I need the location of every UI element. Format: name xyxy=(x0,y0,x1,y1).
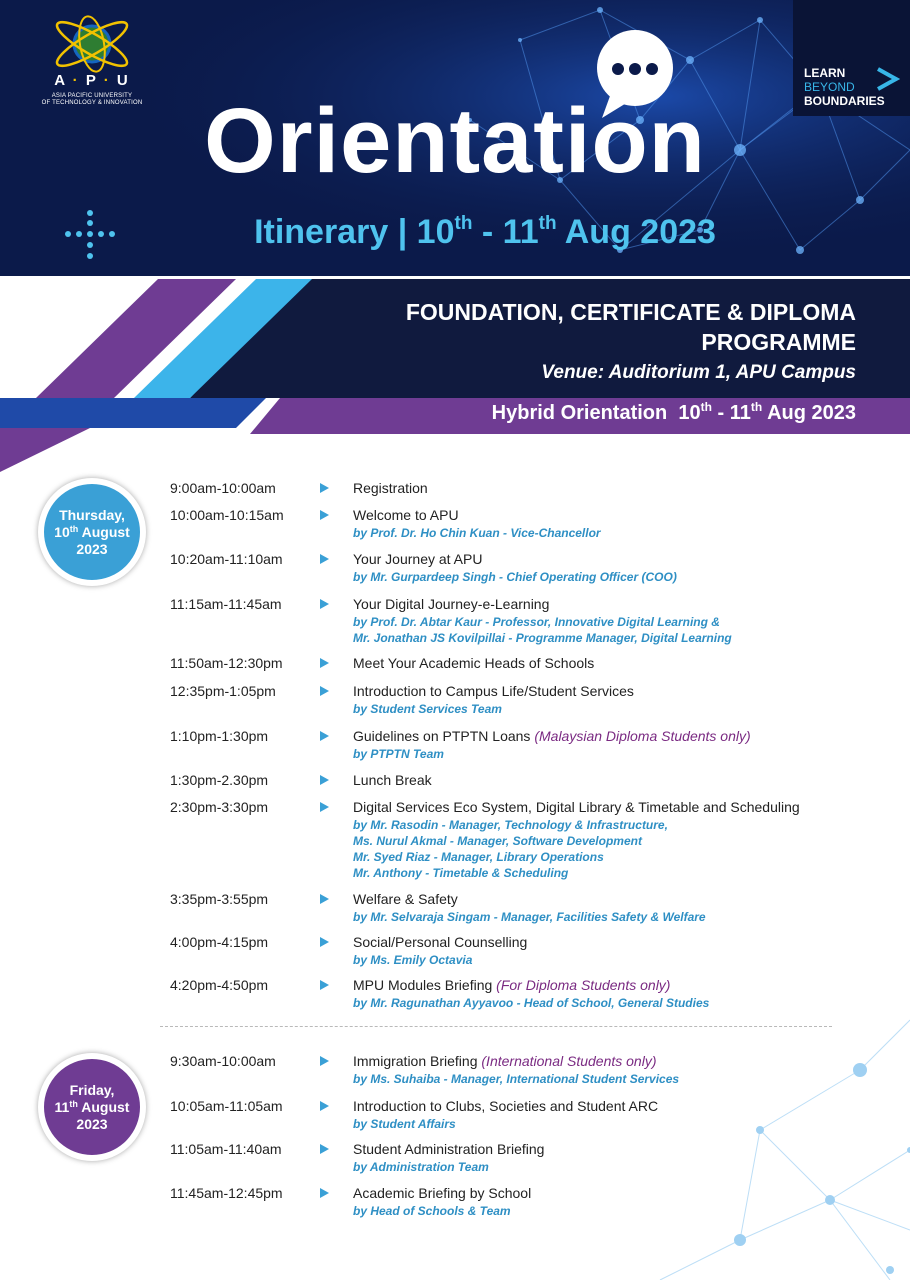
session-title-text: Immigration Briefing xyxy=(353,1053,478,1069)
session-title xyxy=(353,1098,903,1114)
session-time: 4:20pm-4:50pm xyxy=(170,977,269,993)
session-presenter xyxy=(353,909,903,925)
session-title xyxy=(353,655,903,671)
session-presenter xyxy=(353,614,903,646)
presenter-line: by Mr. Selvaraja Singam - Manager, Facilities Safety & Welfare xyxy=(353,910,706,924)
session-presenter xyxy=(353,995,903,1011)
session-presenter xyxy=(353,1159,903,1175)
play-arrow-icon xyxy=(320,980,329,990)
session-title xyxy=(353,507,903,523)
session-title-text: Introduction to Campus Life/Student Services xyxy=(353,683,634,699)
session-presenter xyxy=(353,525,903,541)
play-arrow-icon xyxy=(320,894,329,904)
play-arrow-icon xyxy=(320,686,329,696)
session-time: 10:00am-10:15am xyxy=(170,507,284,523)
play-arrow-icon xyxy=(320,1101,329,1111)
presenter-line: by Head of Schools & Team xyxy=(353,1204,511,1218)
play-arrow-icon xyxy=(320,775,329,785)
presenter-line: by Prof. Dr. Ho Chin Kuan - Vice-Chancellor xyxy=(353,526,601,540)
presenter-line: by Administration Team xyxy=(353,1160,489,1174)
session-title xyxy=(353,799,903,815)
session-title-text: Your Digital Journey-e-Learning xyxy=(353,596,550,612)
play-arrow-icon xyxy=(320,599,329,609)
play-arrow-icon xyxy=(320,937,329,947)
play-arrow-icon xyxy=(320,1056,329,1066)
play-arrow-icon xyxy=(320,802,329,812)
session-title-text: MPU Modules Briefing xyxy=(353,977,493,993)
play-arrow-icon xyxy=(320,1188,329,1198)
venue-text: Venue: Auditorium 1, APU Campus xyxy=(541,362,856,383)
session-note: (International Students only) xyxy=(481,1053,657,1069)
session-title xyxy=(353,551,903,567)
presenter-line: by Mr. Ragunathan Ayyavoo - Head of School, General Studies xyxy=(353,996,710,1010)
hybrid-orientation-label: Hybrid Orientation 10th - 11th Aug 2023 xyxy=(491,400,856,424)
presenter-line: Ms. Nurul Akmal - Manager, Software Development xyxy=(353,834,642,848)
play-arrow-icon xyxy=(320,554,329,564)
presenter-line: Mr. Anthony - Timetable & Scheduling xyxy=(353,866,569,880)
session-time: 3:35pm-3:55pm xyxy=(170,891,269,907)
session-title-text: Student Administration Briefing xyxy=(353,1141,545,1157)
session-title xyxy=(353,1053,903,1069)
session-time: 4:00pm-4:15pm xyxy=(170,934,269,950)
logo-university-name: ASIA PACIFIC UNIVERSITY OF TECHNOLOGY & INNOVATION xyxy=(41,93,143,106)
session-time: 12:35pm-1:05pm xyxy=(170,683,276,699)
session-presenter xyxy=(353,701,903,717)
session-title xyxy=(353,480,903,496)
session-title-text: Your Journey at APU xyxy=(353,551,483,567)
session-title-text: Introduction to Clubs, Societies and Student ARC xyxy=(353,1098,659,1114)
presenter-line: by Mr. Rasodin - Manager, Technology & Infrastructure, xyxy=(353,818,668,832)
session-presenter xyxy=(353,746,903,762)
presenter-line: Mr. Jonathan JS Kovilpillai - Programme Manager, Digital Learning xyxy=(353,631,732,645)
session-title-text: Welcome to APU xyxy=(353,507,459,523)
session-presenter xyxy=(353,1116,903,1132)
session-title-text: Welfare & Safety xyxy=(353,891,458,907)
day-badge-thursday: Thursday, 10th August 2023 xyxy=(38,478,146,586)
session-title-text: Social/Personal Counselling xyxy=(353,934,528,950)
session-presenter xyxy=(353,817,903,881)
session-title xyxy=(353,683,903,699)
session-title-text: Guidelines on PTPTN Loans xyxy=(353,728,531,744)
play-arrow-icon xyxy=(320,1144,329,1154)
presenter-line: by Student Services Team xyxy=(353,702,502,716)
presenter-line: by PTPTN Team xyxy=(353,747,444,761)
session-title xyxy=(353,1185,903,1201)
session-title-text: Lunch Break xyxy=(353,772,432,788)
session-title xyxy=(353,934,903,950)
session-time: 1:10pm-1:30pm xyxy=(170,728,269,744)
tagline: LEARN BEYOND BOUNDARIES xyxy=(804,66,885,108)
programme-title: FOUNDATION, CERTIFICATE & DIPLOMA PROGRAMME xyxy=(405,299,856,355)
presenter-line: by Ms. Suhaiba - Manager, International Student Services xyxy=(353,1072,680,1086)
session-time: 10:05am-11:05am xyxy=(170,1098,283,1114)
session-time: 10:20am-11:10am xyxy=(170,551,283,567)
session-time: 11:05am-11:40am xyxy=(170,1141,282,1157)
play-arrow-icon xyxy=(320,510,329,520)
play-arrow-icon xyxy=(320,658,329,668)
session-title-text: Academic Briefing by School xyxy=(353,1185,532,1201)
presenter-line: by Mr. Gurpardeep Singh - Chief Operating Officer (COO) xyxy=(353,570,677,584)
play-arrow-icon xyxy=(320,731,329,741)
session-presenter xyxy=(353,1203,903,1219)
session-time: 11:15am-11:45am xyxy=(170,596,282,612)
session-time: 11:45am-12:45pm xyxy=(170,1185,283,1201)
session-title-text: Registration xyxy=(353,480,428,496)
session-title-text: Digital Services Eco System, Digital Library & Timetable and Scheduling xyxy=(353,799,800,815)
session-title xyxy=(353,772,903,788)
page-title: Orientation xyxy=(204,90,706,192)
presenter-line: by Prof. Dr. Abtar Kaur - Professor, Innovative Digital Learning & xyxy=(353,615,720,629)
session-title xyxy=(353,728,903,744)
day-divider xyxy=(160,1026,832,1027)
presenter-line: by Ms. Emily Octavia xyxy=(353,953,473,967)
session-presenter xyxy=(353,952,903,968)
session-note: (For Diploma Students only) xyxy=(496,977,671,993)
presenter-line: Mr. Syed Riaz - Manager, Library Operations xyxy=(353,850,604,864)
session-time: 2:30pm-3:30pm xyxy=(170,799,269,815)
session-title xyxy=(353,596,903,612)
session-time: 9:00am-10:00am xyxy=(170,480,276,496)
session-time: 1:30pm-2.30pm xyxy=(170,772,269,788)
session-presenter xyxy=(353,1071,903,1087)
session-title xyxy=(353,977,903,993)
logo-letters: A · P · U xyxy=(54,72,130,89)
session-time: 11:50am-12:30pm xyxy=(170,655,283,671)
itinerary-heading: Itinerary | 10th - 11th Aug 2023 xyxy=(254,213,716,251)
session-presenter xyxy=(353,569,903,585)
session-title xyxy=(353,1141,903,1157)
session-note: (Malaysian Diploma Students only) xyxy=(534,728,751,744)
session-title-text: Meet Your Academic Heads of Schools xyxy=(353,655,595,671)
session-time: 9:30am-10:00am xyxy=(170,1053,276,1069)
day-badge-friday: Friday, 11th August 2023 xyxy=(38,1053,146,1161)
play-arrow-icon xyxy=(320,483,329,493)
session-title xyxy=(353,891,903,907)
presenter-line: by Student Affairs xyxy=(353,1117,456,1131)
